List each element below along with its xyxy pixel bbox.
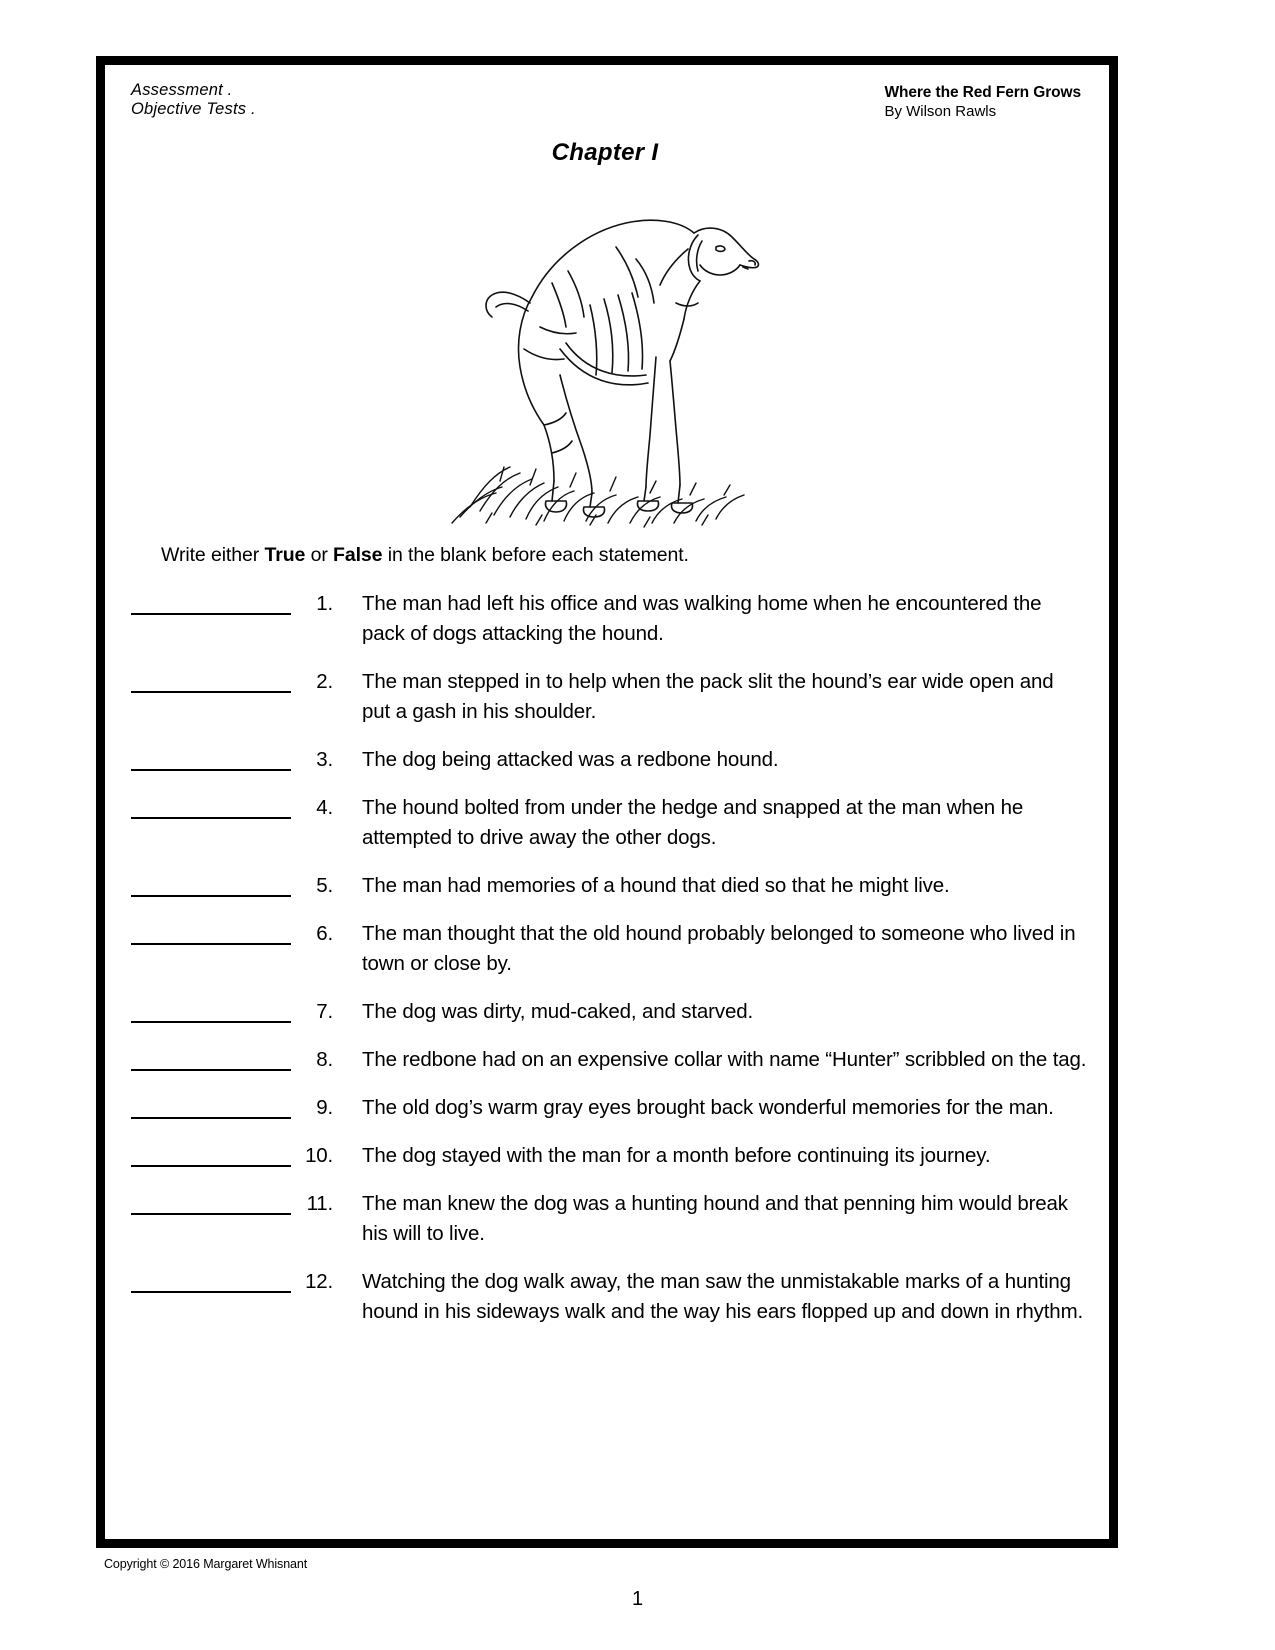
answer-blank[interactable] xyxy=(123,1141,291,1171)
item-number: 4. xyxy=(316,796,333,819)
item-statement: The man had memories of a hound that died so that he might live. xyxy=(362,874,950,897)
answer-blank-line xyxy=(131,1291,291,1293)
true-false-item xyxy=(123,1141,1087,1171)
true-false-item xyxy=(123,1189,1087,1249)
answer-blank-line xyxy=(131,1021,291,1023)
true-false-item xyxy=(123,871,1087,901)
answer-blank[interactable] xyxy=(123,793,291,823)
instructions-false-word: False xyxy=(333,544,383,566)
item-statement: The old dog’s warm gray eyes brought back wonderful memories for the man. xyxy=(362,1096,1054,1119)
item-number: 8. xyxy=(316,1048,333,1071)
assessment-line-1: Assessment . xyxy=(131,81,233,99)
chapter-title: Chapter I xyxy=(551,139,659,166)
item-number: 11. xyxy=(306,1192,333,1215)
item-number: 5. xyxy=(316,874,333,897)
instructions-true-word: True xyxy=(264,544,306,566)
instructions-line xyxy=(161,544,1087,567)
true-false-item-list xyxy=(123,589,1087,1327)
item-number: 9. xyxy=(316,1096,333,1119)
answer-blank[interactable] xyxy=(123,589,291,619)
answer-blank[interactable] xyxy=(123,745,291,775)
item-statement: The dog was dirty, mud-caked, and starved. xyxy=(362,1000,753,1023)
answer-blank-line xyxy=(131,1213,291,1215)
page-number: 1 xyxy=(631,1588,644,1610)
true-false-item xyxy=(123,1045,1087,1075)
answer-blank[interactable] xyxy=(123,1045,291,1075)
page-border-frame xyxy=(96,56,1118,1548)
item-statement: The dog being attacked was a redbone hound. xyxy=(362,748,779,771)
item-statement: The dog stayed with the man for a month before continuing its journey. xyxy=(362,1144,991,1167)
answer-blank-line xyxy=(131,691,291,693)
item-statement: The redbone had on an expensive collar with name “Hunter” scribbled on the tag. xyxy=(362,1048,1087,1071)
true-false-item xyxy=(123,1267,1087,1327)
assessment-line-2: Objective Tests . xyxy=(131,100,256,118)
item-statement: The hound bolted from under the hedge and snapped at the man when he attempted to drive away the other dogs. xyxy=(362,796,1024,849)
item-statement: The man stepped in to help when the pack slit the hound’s ear wide open and put a gash in his shoulder. xyxy=(362,670,1054,723)
answer-blank[interactable] xyxy=(123,871,291,901)
answer-blank-line xyxy=(131,769,291,771)
item-number: 7. xyxy=(316,1000,333,1023)
answer-blank-line xyxy=(131,613,291,615)
answer-blank-line xyxy=(131,1069,291,1071)
true-false-item xyxy=(123,1093,1087,1123)
item-statement: The man had left his office and was walking home when he encountered the pack of dogs attacking the hound. xyxy=(362,592,1042,645)
true-false-item xyxy=(123,919,1087,979)
illustration-container xyxy=(123,185,1087,530)
answer-blank-line xyxy=(131,817,291,819)
answer-blank-line xyxy=(131,895,291,897)
item-number: 1. xyxy=(316,592,333,615)
answer-blank-line xyxy=(131,1165,291,1167)
true-false-item xyxy=(123,793,1087,853)
assessment-label xyxy=(131,81,256,119)
true-false-item xyxy=(123,997,1087,1027)
item-number: 10. xyxy=(305,1144,333,1167)
true-false-item xyxy=(123,745,1087,775)
answer-blank[interactable] xyxy=(123,1267,291,1297)
item-number: 3. xyxy=(316,748,333,771)
copyright-notice: Copyright © 2016 Margaret Whisnant xyxy=(104,1557,308,1571)
answer-blank[interactable] xyxy=(123,1189,291,1219)
instructions-part-1: Write either xyxy=(161,544,265,566)
page-header xyxy=(123,75,1087,127)
item-statement: Watching the dog walk away, the man saw the unmistakable marks of a hunting hound in his sideways walk and the way his ears flopped up and down in rhythm. xyxy=(362,1270,1084,1323)
answer-blank-line xyxy=(131,943,291,945)
book-author: By Wilson Rawls xyxy=(884,103,997,120)
item-statement: The man thought that the old hound probably belonged to someone who lived in town or close by. xyxy=(362,922,1076,975)
book-info xyxy=(884,83,1081,121)
answer-blank[interactable] xyxy=(123,1093,291,1123)
answer-blank[interactable] xyxy=(123,919,291,949)
true-false-item xyxy=(123,589,1087,649)
instructions-part-3: in the blank before each statement. xyxy=(382,544,689,566)
item-number: 6. xyxy=(316,922,333,945)
book-title: Where the Red Fern Grows xyxy=(884,84,1081,101)
answer-blank[interactable] xyxy=(123,667,291,697)
hound-dog-illustration xyxy=(440,185,770,530)
true-false-item xyxy=(123,667,1087,727)
item-number: 2. xyxy=(316,670,333,693)
answer-blank-line xyxy=(131,1117,291,1119)
instructions-part-2: or xyxy=(305,544,334,566)
page-content xyxy=(105,65,1109,1539)
item-number: 12. xyxy=(305,1270,333,1293)
answer-blank[interactable] xyxy=(123,997,291,1027)
item-statement: The man knew the dog was a hunting hound and that penning him would break his will to live. xyxy=(362,1192,1068,1245)
